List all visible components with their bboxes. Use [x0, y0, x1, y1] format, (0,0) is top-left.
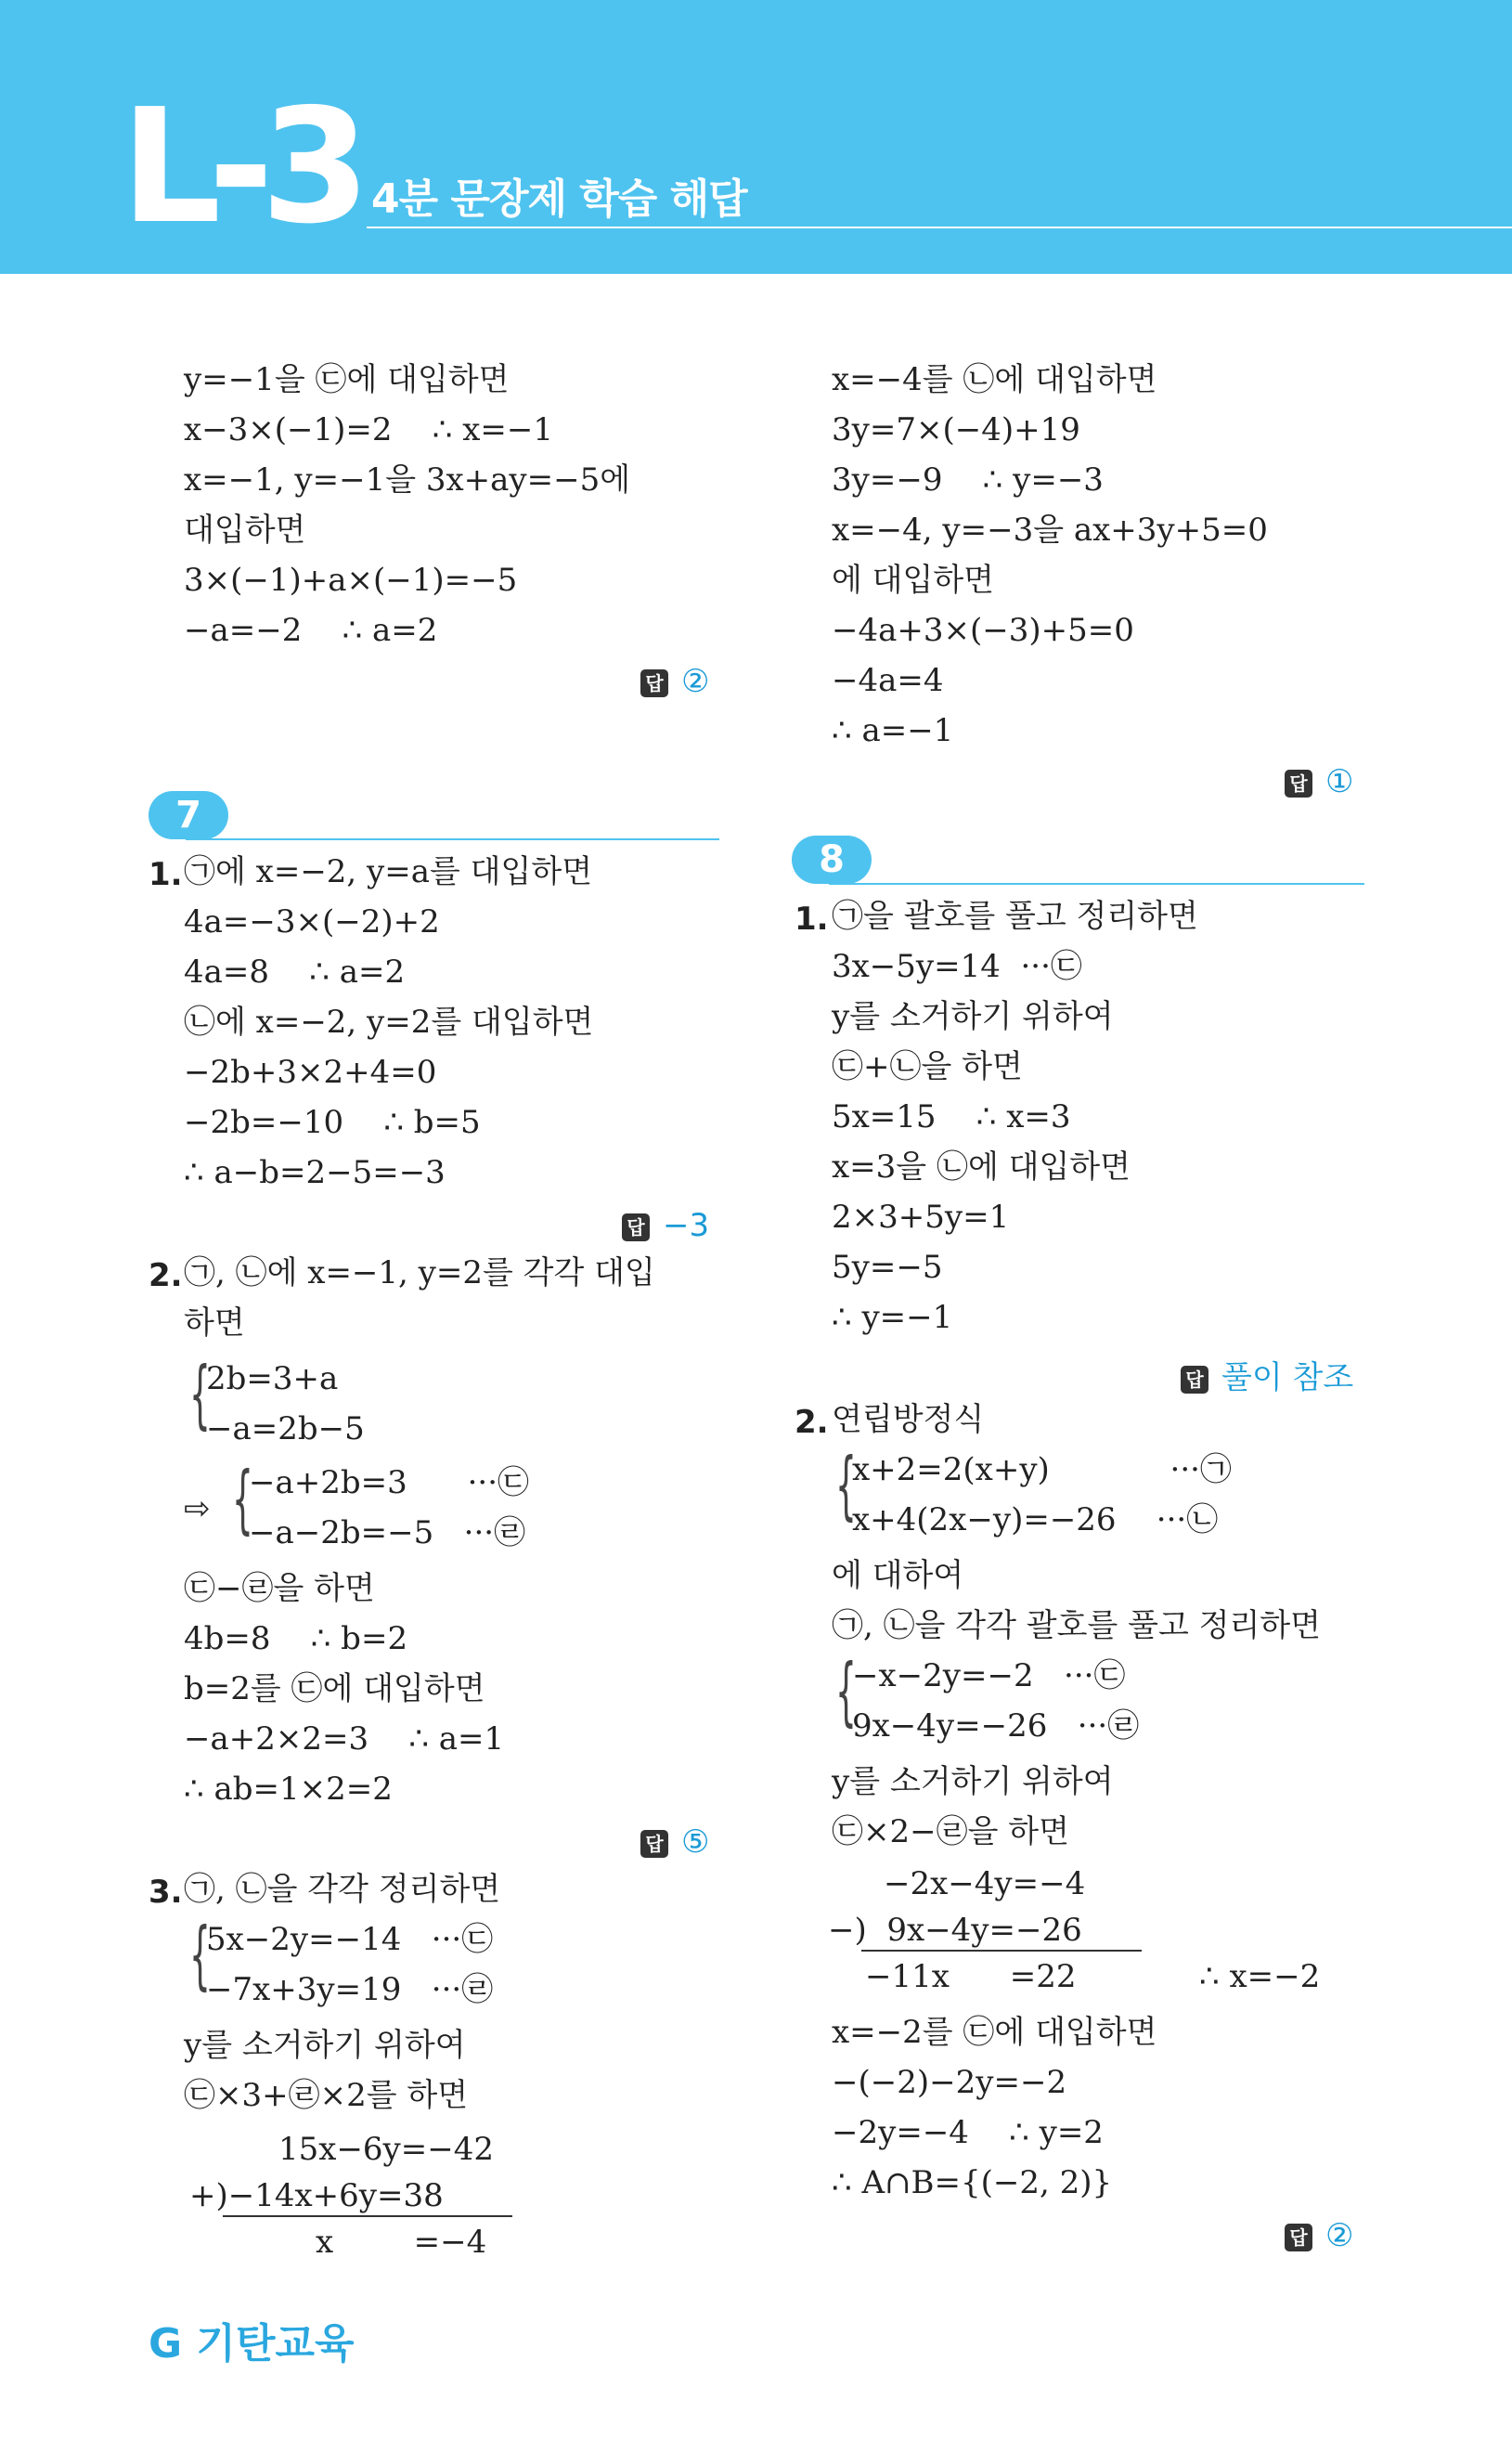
text-line: ㉠, ㉡에 x=−1, y=2를 각각 대입	[184, 1254, 655, 1291]
answer-value: −3	[663, 1207, 710, 1244]
answer-line	[1181, 1352, 1353, 1397]
text-line: ∴ A∩B={(−2, 2)}	[832, 2164, 1113, 2201]
answer-badge: 답	[622, 1213, 650, 1241]
text-line: ㉢×3+㉣×2를 하면	[184, 2077, 469, 2114]
answer-line	[640, 1823, 709, 1861]
equation-line: −a−2b=−5 ···㉣	[249, 1514, 526, 1551]
text-line: −a=−2 ∴ a=2	[184, 612, 438, 649]
text-line: x=3을 ㉡에 대입하면	[832, 1148, 1131, 1186]
text-line: ㉠, ㉡을 각각 정리하면	[184, 1871, 501, 1908]
text-line: 연립방정식	[832, 1401, 985, 1438]
header-divider	[367, 227, 1512, 228]
text-line: 4b=8 ∴ b=2	[184, 1620, 408, 1657]
text-line: ㉢+㉡을 하면	[832, 1048, 1023, 1085]
calc-line: −) 9x−4y=−26	[828, 1912, 1082, 1949]
text-line: 5y=−5	[832, 1249, 943, 1286]
answer-badge: 답	[640, 1830, 668, 1858]
problem-number: 2.	[149, 1257, 183, 1294]
text-line: ∴ y=−1	[832, 1299, 953, 1336]
answer-value: ⑤	[681, 1823, 710, 1861]
equation-line: 9x−4y=−26 ···㉣	[852, 1707, 1140, 1745]
section-number-8: 8	[792, 836, 872, 884]
system-brace: {	[232, 1456, 253, 1542]
text-line: 하면	[184, 1304, 245, 1342]
text-line: −2b+3×2+4=0	[184, 1054, 437, 1091]
section-divider	[829, 883, 1364, 885]
text-line: ∴ a=−1	[832, 712, 954, 749]
text-line: y=−1을 ㉢에 대입하면	[184, 361, 510, 398]
text-line: −4a=4	[832, 662, 944, 699]
text-line: ㉠, ㉡을 각각 괄호를 풀고 정리하면	[832, 1607, 1321, 1644]
answer-line	[1285, 2217, 1353, 2254]
equation-line: −7x+3y=19 ···㉣	[206, 1971, 494, 2008]
calc-underline	[861, 1950, 1142, 1952]
answer-badge: 답	[1181, 1366, 1208, 1394]
answer-value: ②	[681, 663, 710, 700]
text-line: ㉠을 괄호를 풀고 정리하면	[832, 898, 1198, 935]
text-line: ㉠에 x=−2, y=a를 대입하면	[184, 853, 593, 890]
text-line: −2y=−4 ∴ y=2	[832, 2114, 1104, 2151]
calc-line: x =−4	[316, 2224, 487, 2261]
text-line: −2b=−10 ∴ b=5	[184, 1104, 481, 1141]
text-line: x=−2를 ㉢에 대입하면	[832, 2014, 1157, 2051]
text-line: x=−1, y=−1을 3x+ay=−5에	[184, 461, 631, 499]
header-banner	[0, 0, 1512, 274]
answer-value: ②	[1325, 2217, 1354, 2254]
text-line: ㉡에 x=−2, y=2를 대입하면	[184, 1004, 594, 1041]
calc-line: 15x−6y=−42	[278, 2131, 495, 2168]
equation-line: x+4(2x−y)=−26 ···㉡	[852, 1501, 1219, 1538]
calc-line: −11x =22	[865, 1958, 1077, 1995]
system-brace: {	[189, 1351, 211, 1437]
text-line: x−3×(−1)=2 ∴ x=−1	[184, 411, 554, 448]
problem-number: 1.	[149, 856, 183, 893]
text-line: 3×(−1)+a×(−1)=−5	[184, 562, 518, 599]
calc-line: ∴ x=−2	[1199, 1958, 1321, 1995]
text-line: y를 소거하기 위하여	[832, 1763, 1114, 1800]
equation-line: 2b=3+a	[206, 1360, 339, 1397]
text-line: ㉢×2−㉣을 하면	[832, 1813, 1069, 1850]
text-line: b=2를 ㉢에 대입하면	[184, 1670, 485, 1707]
arrow-icon: ⇨	[184, 1490, 211, 1527]
text-line: 3y=7×(−4)+19	[832, 411, 1080, 448]
text-line: y를 소거하기 위하여	[832, 998, 1114, 1035]
answer-line	[640, 663, 709, 700]
text-line: 3y=−9 ∴ y=−3	[832, 461, 1104, 499]
text-line: ㉢−㉣을 하면	[184, 1570, 375, 1607]
equation-line: 5x−2y=−14 ···㉢	[206, 1921, 494, 1958]
text-line: y를 소거하기 위하여	[184, 2027, 466, 2064]
section-number-7: 7	[149, 791, 228, 839]
answer-badge: 답	[1285, 770, 1312, 798]
problem-number: 3.	[149, 1874, 183, 1911]
equation-line: −a+2b=3 ···㉢	[249, 1464, 530, 1501]
section-divider	[186, 838, 719, 840]
text-line: 5x=15 ∴ x=3	[832, 1098, 1071, 1135]
text-line: −4a+3×(−3)+5=0	[832, 612, 1134, 649]
text-line: 4a=−3×(−2)+2	[184, 903, 440, 941]
text-line: 에 대입하면	[832, 562, 995, 599]
answer-line	[622, 1207, 709, 1244]
answer-badge: 답	[1285, 2224, 1312, 2251]
answer-badge: 답	[640, 669, 668, 697]
system-brace: {	[189, 1912, 211, 1998]
text-line: −(−2)−2y=−2	[832, 2064, 1067, 2101]
text-line: 대입하면	[184, 512, 306, 549]
text-line: −a+2×2=3 ∴ a=1	[184, 1720, 505, 1758]
system-brace: {	[835, 1648, 857, 1734]
equation-line: −a=2b−5	[206, 1410, 365, 1447]
answer-value: ①	[1325, 763, 1354, 800]
calc-line: −2x−4y=−4	[884, 1865, 1086, 1902]
system-brace: {	[835, 1442, 857, 1528]
text-line: ∴ ab=1×2=2	[184, 1771, 393, 1808]
equation-line: x+2=2(x+y) ···㉠	[852, 1451, 1232, 1488]
text-line: 4a=8 ∴ a=2	[184, 954, 406, 991]
answer-line	[1285, 763, 1353, 800]
calc-underline	[223, 2215, 512, 2217]
calc-line: +)−14x+6y=38	[189, 2177, 444, 2214]
equation-line: −x−2y=−2 ···㉢	[852, 1657, 1126, 1694]
answer-value: 풀이 참조	[1221, 1359, 1354, 1396]
text-line: ∴ a−b=2−5=−3	[184, 1154, 446, 1191]
chapter-title: 4분 문장제 학습 해답	[371, 175, 747, 223]
publisher-logo: G 기탄교육	[149, 2320, 355, 2368]
text-line: 3x−5y=14 ···㉢	[832, 948, 1082, 985]
text-line: 2×3+5y=1	[832, 1199, 1010, 1236]
problem-number: 2.	[795, 1404, 829, 1441]
problem-number: 1.	[795, 901, 829, 938]
chapter-code: L-3	[121, 75, 358, 259]
text-line: x=−4를 ㉡에 대입하면	[832, 361, 1157, 398]
text-line: x=−4, y=−3을 ax+3y+5=0	[832, 512, 1268, 549]
text-line: 에 대하여	[832, 1557, 964, 1594]
